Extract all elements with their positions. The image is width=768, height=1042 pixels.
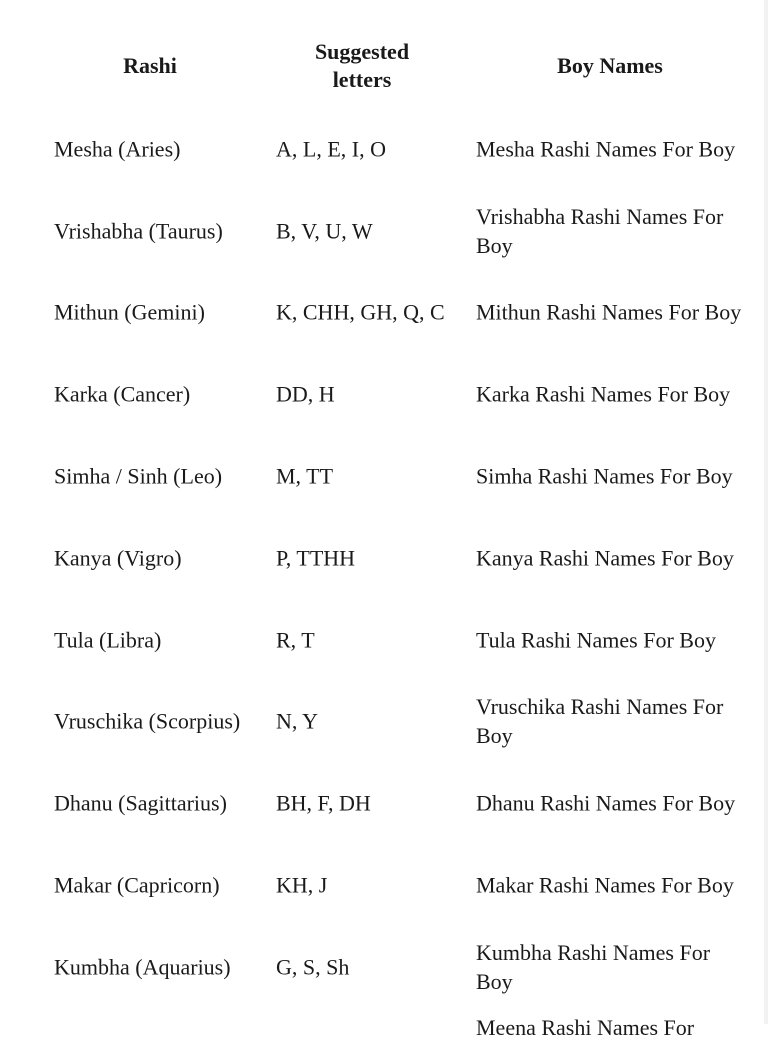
boy-names-link[interactable]: Mesha Rashi Names For Boy	[476, 136, 736, 162]
rashi-cell: Karka (Cancer)	[54, 381, 191, 407]
letters-cell: K, CHH, GH, Q, C	[276, 299, 445, 325]
table-row	[0, 681, 768, 763]
table-row	[0, 762, 768, 844]
rashi-cell: Mesha (Aries)	[54, 136, 181, 162]
letters-cell: P, TTHH	[276, 545, 356, 571]
rashi-cell: Mithun (Gemini)	[54, 299, 205, 325]
boy-names-link[interactable]: Makar Rashi Names For Boy	[476, 872, 734, 898]
boy-names-link[interactable]: Dhanu Rashi Names For Boy	[476, 790, 736, 816]
boy-names-link[interactable]: Karka Rashi Names For Boy	[476, 381, 731, 407]
letters-cell: A, L, E, I, O	[276, 136, 386, 162]
cut-off-row-text: Meena Rashi Names For	[476, 1015, 695, 1040]
rashi-cell: Kumbha (Aquarius)	[54, 954, 231, 980]
rashi-cell: Vruschika (Scorpius)	[54, 708, 241, 734]
table-row	[0, 353, 768, 435]
boy-names-link[interactable]: Vruschika Rashi Names For Boy	[476, 694, 724, 749]
boy-names-link[interactable]: Tula Rashi Names For Boy	[476, 627, 716, 653]
boy-names-link[interactable]: Vrishabha Rashi Names For Boy	[476, 203, 724, 258]
rashi-cell: Vrishabha (Taurus)	[54, 218, 223, 244]
table-row	[0, 844, 768, 926]
letters-cell: B, V, U, W	[276, 218, 373, 244]
rashi-cell: Dhanu (Sagittarius)	[54, 790, 227, 816]
boy-names-link[interactable]: Kumbha Rashi Names For Boy	[476, 939, 711, 994]
header-boy-names: Boy Names	[557, 53, 663, 78]
boy-names-link[interactable]: Kanya Rashi Names For Boy	[476, 545, 734, 571]
letters-cell: M, TT	[276, 463, 334, 489]
table-row	[0, 517, 768, 599]
header-rashi: Rashi	[123, 53, 177, 78]
letters-cell: G, S, Sh	[276, 954, 350, 980]
rashi-cell: Simha / Sinh (Leo)	[54, 463, 223, 489]
table-row	[0, 435, 768, 517]
table-row	[0, 599, 768, 681]
table-row	[0, 190, 768, 272]
page-edge	[764, 0, 768, 1024]
letters-cell: R, T	[276, 627, 315, 653]
letters-cell: BH, F, DH	[276, 790, 371, 816]
header-suggested-letters: Suggested letters	[314, 39, 410, 92]
boy-names-link[interactable]: Mithun Rashi Names For Boy	[476, 299, 742, 325]
table-row	[0, 926, 768, 1008]
table-row	[0, 272, 768, 354]
rashi-cell: Kanya (Vigro)	[54, 545, 182, 571]
rashi-cell: Tula (Libra)	[54, 627, 162, 653]
table-body	[0, 108, 768, 1008]
table-row	[0, 108, 768, 190]
rashi-cell: Makar (Capricorn)	[54, 872, 220, 898]
letters-cell: N, Y	[276, 708, 318, 734]
letters-cell: DD, H	[276, 381, 335, 407]
letters-cell: KH, J	[276, 872, 328, 898]
boy-names-link[interactable]: Simha Rashi Names For Boy	[476, 463, 733, 489]
table-header	[0, 38, 768, 98]
